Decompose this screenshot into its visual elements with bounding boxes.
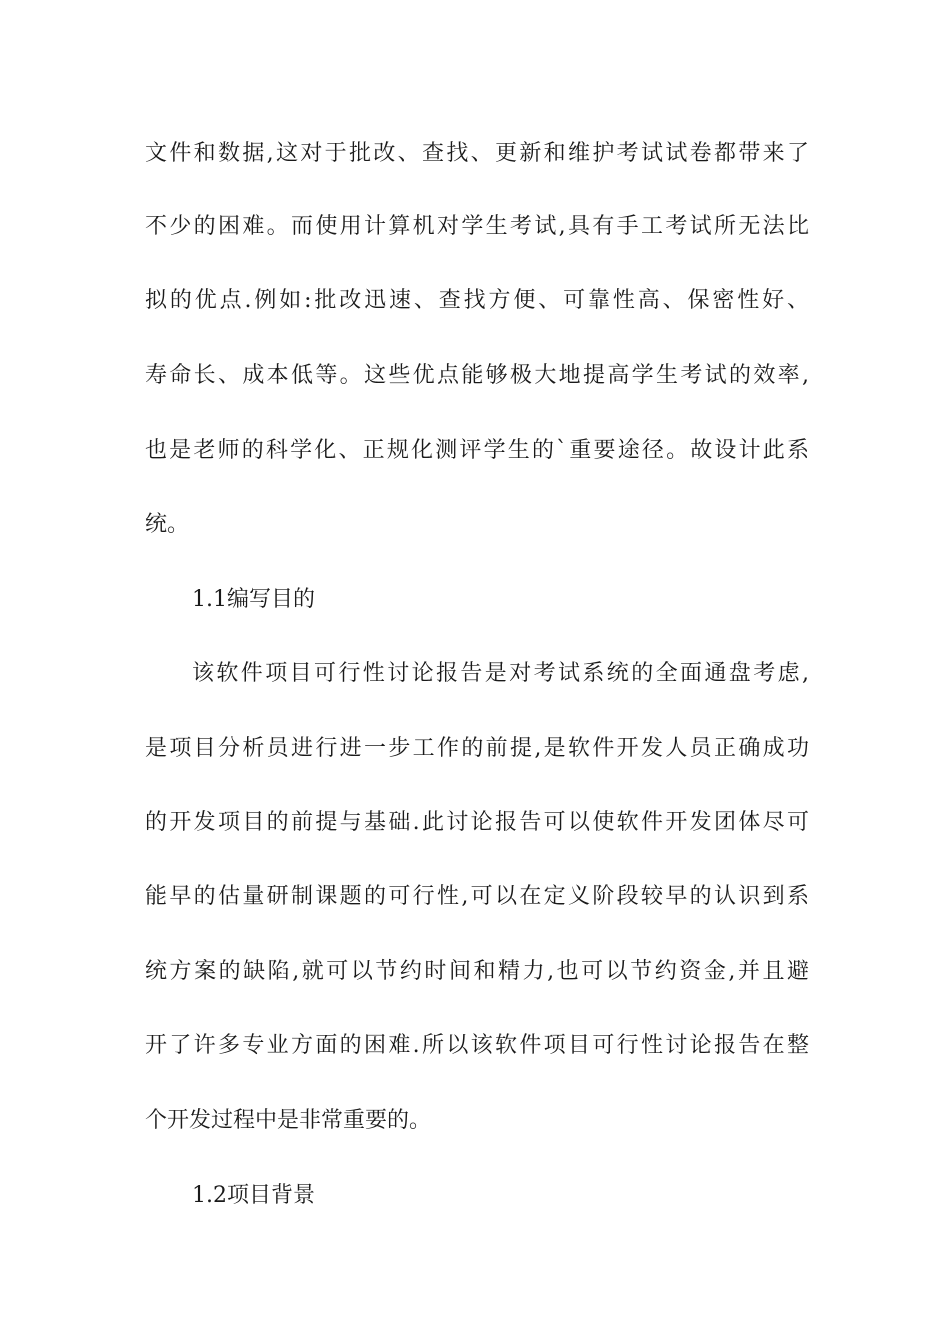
paragraph-line: 文件和数据,这对于批改、查找、更新和维护考试试卷都带来了 (145, 141, 809, 166)
paragraph-line: 的开发项目的前提与基础.此讨论报告可以使软件开发团体尽可 (145, 810, 809, 835)
paragraph-line: 开了许多专业方面的困难.所以该软件项目可行性讨论报告在整 (145, 1033, 809, 1058)
paragraph-line: 拟的优点.例如:批改迅速、查找方便、可靠性高、保密性好、 (145, 288, 809, 313)
paragraph-line: 该软件项目可行性讨论报告是对考试系统的全面通盘考虑, (192, 661, 809, 686)
paragraph-line: 个开发过程中是非常重要的。 (145, 1108, 432, 1133)
paragraph-line: 也是老师的科学化、正规化测评学生的`重要途径。故设计此系 (145, 438, 809, 463)
paragraph-line: 是项目分析员进行进一步工作的前提,是软件开发人员正确成功 (145, 736, 809, 761)
section-heading-background: 1.2项目背景 (192, 1183, 315, 1208)
paragraph-line: 统。 (145, 512, 190, 537)
paragraph-line: 能早的估量研制课题的可行性,可以在定义阶段较早的认识到系 (145, 884, 809, 909)
section-heading-purpose: 1.1编写目的 (192, 587, 315, 612)
paragraph-line: 寿命长、成本低等。这些优点能够极大地提高学生考试的效率, (145, 363, 809, 388)
paragraph-line: 不少的困难。而使用计算机对学生考试,具有手工考试所无法比 (145, 214, 809, 239)
paragraph-line: 统方案的缺陷,就可以节约时间和精力,也可以节约资金,并且避 (145, 959, 809, 984)
